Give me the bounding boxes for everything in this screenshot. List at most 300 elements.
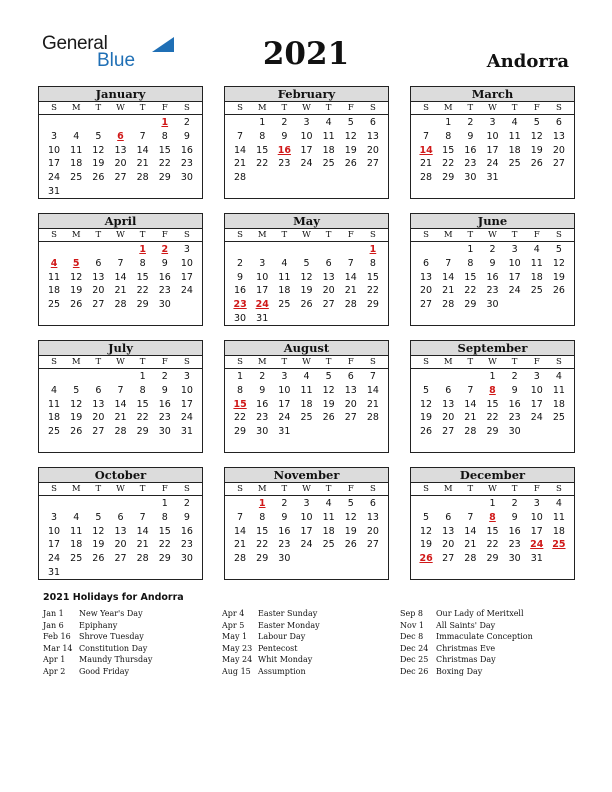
day-cell: 14	[234, 525, 247, 537]
day-cell: 1	[489, 498, 496, 509]
day-cell: 8	[237, 384, 244, 396]
weekday-label: F	[161, 484, 168, 494]
day-cell: 26	[420, 426, 433, 438]
day-cell: 5	[423, 384, 430, 396]
holiday-date: Feb 16	[43, 632, 71, 641]
month-title: March	[411, 87, 574, 102]
day-cell: 1	[445, 117, 452, 128]
day-cell: 19	[70, 285, 83, 297]
day-cell: 23	[278, 539, 291, 551]
day-cell: 29	[136, 299, 149, 311]
day-cell: 1	[161, 498, 168, 509]
weekday-label: W	[116, 357, 125, 367]
day-cell: 24	[300, 539, 313, 551]
day-cell: 21	[366, 398, 379, 410]
day-cell: 8	[259, 511, 266, 523]
day-cell: 14	[136, 525, 149, 537]
holiday-name: Our Lady of Meritxell	[436, 609, 524, 618]
month-day-grid	[225, 356, 388, 439]
day-cell: 6	[445, 384, 452, 396]
day-cell: 28	[234, 172, 247, 184]
day-cell: 11	[70, 144, 83, 156]
month-title: May	[225, 214, 388, 229]
day-cell: 14	[464, 525, 477, 537]
day-cell: 4	[281, 257, 288, 269]
month-title: October	[39, 468, 202, 483]
month-title: August	[225, 341, 388, 356]
holiday-day-cell: 8	[489, 384, 496, 396]
day-cell: 6	[423, 257, 430, 269]
day-cell: 4	[555, 371, 562, 382]
day-cell: 20	[420, 285, 433, 297]
weekday-label: M	[71, 357, 81, 367]
day-cell: 5	[325, 371, 332, 382]
day-cell: 4	[73, 511, 80, 523]
day-cell: 26	[92, 553, 105, 565]
holiday-row	[43, 654, 152, 666]
month-september	[410, 340, 575, 453]
day-cell: 24	[300, 158, 313, 170]
empty-day-cell	[415, 116, 437, 130]
month-title: September	[411, 341, 574, 356]
holidays-column	[222, 608, 320, 677]
holiday-row	[222, 620, 320, 632]
day-cell: 16	[486, 271, 499, 283]
day-cell: 6	[555, 117, 562, 128]
holiday-name: Assumption	[258, 666, 306, 676]
day-cell: 30	[508, 553, 521, 565]
day-cell: 14	[442, 271, 455, 283]
weekday-label: M	[443, 230, 453, 240]
day-cell: 28	[136, 172, 149, 184]
day-cell: 23	[508, 412, 521, 424]
weekday-label: T	[511, 230, 518, 240]
month-day-grid	[411, 483, 574, 566]
empty-day-cell	[251, 243, 273, 257]
weekday-divider	[225, 241, 388, 242]
weekday-label: T	[139, 357, 146, 367]
month-august	[224, 340, 389, 453]
day-cell: 11	[48, 398, 61, 410]
day-cell: 19	[420, 412, 433, 424]
weekday-divider	[39, 495, 202, 496]
day-cell: 30	[464, 172, 477, 184]
weekday-divider	[225, 114, 388, 115]
holiday-row	[400, 631, 533, 643]
day-cell: 7	[139, 130, 146, 142]
empty-day-cell	[87, 370, 109, 384]
holiday-date: Apr 5	[222, 620, 245, 630]
day-cell: 7	[117, 384, 124, 396]
weekday-label: W	[488, 230, 497, 240]
day-cell: 5	[95, 130, 102, 142]
day-cell: 18	[552, 525, 565, 537]
day-cell: 24	[48, 172, 61, 184]
day-cell: 12	[322, 384, 335, 396]
day-cell: 17	[180, 398, 193, 410]
weekday-label: F	[347, 484, 354, 494]
day-cell: 17	[530, 525, 543, 537]
day-cell: 28	[464, 426, 477, 438]
empty-day-cell	[229, 243, 251, 257]
weekday-label: S	[237, 484, 243, 494]
day-cell: 19	[300, 285, 313, 297]
month-title: January	[39, 87, 202, 102]
day-cell: 1	[467, 244, 474, 255]
day-cell: 30	[234, 312, 247, 324]
day-cell: 13	[92, 271, 105, 283]
empty-day-cell	[65, 243, 87, 257]
day-cell: 26	[70, 426, 83, 438]
empty-day-cell	[229, 497, 251, 511]
day-cell: 7	[237, 511, 244, 523]
day-cell: 25	[322, 539, 335, 551]
weekday-label: S	[184, 484, 190, 494]
holiday-name: Epiphany	[79, 620, 118, 630]
empty-day-cell	[295, 243, 317, 257]
holiday-row	[400, 620, 533, 632]
day-cell: 22	[442, 158, 455, 170]
day-cell: 30	[180, 553, 193, 565]
weekday-label: W	[302, 484, 311, 494]
weekday-divider	[39, 241, 202, 242]
weekday-label: T	[467, 103, 474, 113]
holiday-row	[400, 666, 533, 678]
day-cell: 23	[158, 412, 171, 424]
day-cell: 11	[48, 271, 61, 283]
holiday-row	[400, 608, 533, 620]
day-cell: 30	[486, 299, 499, 311]
day-cell: 2	[281, 117, 288, 128]
day-cell: 20	[552, 144, 565, 156]
empty-day-cell	[229, 116, 251, 130]
holiday-name: Pentecost	[258, 643, 298, 653]
day-cell: 31	[48, 185, 61, 197]
day-cell: 3	[511, 244, 518, 255]
day-cell: 17	[48, 158, 61, 170]
day-cell: 2	[281, 498, 288, 509]
month-november	[224, 467, 389, 580]
day-cell: 9	[281, 130, 288, 142]
weekday-label: F	[347, 357, 354, 367]
day-cell: 10	[300, 130, 313, 142]
day-cell: 13	[322, 271, 335, 283]
day-cell: 7	[369, 371, 376, 382]
holiday-name: New Year's Day	[79, 609, 143, 618]
day-cell: 27	[114, 553, 127, 565]
day-cell: 21	[234, 158, 247, 170]
day-cell: 13	[366, 130, 379, 142]
day-cell: 2	[161, 371, 168, 382]
day-cell: 11	[322, 511, 335, 523]
holiday-name: Boxing Day	[436, 666, 483, 676]
day-cell: 22	[366, 285, 379, 297]
day-cell: 7	[423, 130, 430, 142]
day-cell: 29	[136, 426, 149, 438]
month-title: February	[225, 87, 388, 102]
day-cell: 12	[552, 257, 565, 269]
day-cell: 28	[366, 412, 379, 424]
day-cell: 24	[486, 158, 499, 170]
day-cell: 23	[464, 158, 477, 170]
day-cell: 2	[511, 371, 518, 382]
day-cell: 2	[489, 244, 496, 255]
day-cell: 10	[48, 525, 61, 537]
holiday-date: Jan 6	[43, 620, 64, 630]
empty-day-cell	[459, 497, 481, 511]
day-cell: 3	[303, 498, 310, 509]
day-cell: 13	[114, 144, 127, 156]
empty-day-cell	[437, 370, 459, 384]
day-cell: 27	[92, 299, 105, 311]
day-cell: 27	[366, 158, 379, 170]
holiday-name: Immaculate Conception	[436, 632, 533, 641]
day-cell: 2	[183, 117, 190, 128]
weekday-label: T	[281, 103, 288, 113]
day-cell: 27	[322, 299, 335, 311]
holiday-day-cell: 23	[233, 299, 247, 311]
empty-day-cell	[132, 116, 154, 130]
day-cell: 11	[70, 525, 83, 537]
weekday-divider	[39, 368, 202, 369]
day-cell: 9	[511, 511, 518, 523]
empty-day-cell	[415, 497, 437, 511]
day-cell: 1	[139, 371, 146, 382]
holiday-day-cell: 16	[277, 144, 291, 156]
empty-day-cell	[43, 497, 65, 511]
day-cell: 20	[344, 398, 357, 410]
day-cell: 6	[445, 511, 452, 523]
day-cell: 20	[442, 412, 455, 424]
day-cell: 19	[530, 144, 543, 156]
day-cell: 15	[158, 144, 171, 156]
weekday-label: T	[139, 230, 146, 240]
holiday-name: Whit Monday	[258, 655, 313, 664]
empty-day-cell	[437, 497, 459, 511]
day-cell: 15	[464, 271, 477, 283]
weekday-label: T	[511, 357, 518, 367]
day-cell: 31	[486, 172, 499, 184]
day-cell: 4	[533, 244, 540, 255]
month-day-grid	[39, 102, 202, 199]
day-cell: 22	[136, 412, 149, 424]
day-cell: 7	[347, 257, 354, 269]
day-cell: 8	[161, 130, 168, 142]
holiday-day-cell: 24	[530, 539, 544, 551]
holiday-date: Aug 15	[222, 666, 251, 676]
day-cell: 9	[489, 257, 496, 269]
day-cell: 3	[183, 371, 190, 382]
month-june	[410, 213, 575, 326]
weekday-label: T	[281, 484, 288, 494]
day-cell: 20	[366, 144, 379, 156]
day-cell: 7	[117, 257, 124, 269]
day-cell: 8	[259, 130, 266, 142]
day-cell: 12	[70, 271, 83, 283]
day-cell: 11	[530, 257, 543, 269]
day-cell: 15	[442, 144, 455, 156]
holidays-title: 2021 Holidays for Andorra	[43, 592, 184, 603]
weekday-label: W	[488, 357, 497, 367]
holiday-name: Labour Day	[258, 632, 306, 641]
day-cell: 8	[139, 384, 146, 396]
empty-day-cell	[43, 243, 65, 257]
month-day-grid	[39, 229, 202, 312]
holiday-day-cell: 1	[369, 244, 377, 255]
empty-day-cell	[437, 243, 459, 257]
day-cell: 22	[158, 158, 171, 170]
holiday-name: Shrove Tuesday	[79, 632, 144, 641]
day-cell: 10	[508, 257, 521, 269]
day-cell: 13	[344, 384, 357, 396]
weekday-label: W	[302, 230, 311, 240]
day-cell: 18	[70, 539, 83, 551]
weekday-label: T	[95, 357, 102, 367]
holiday-date: Dec 26	[400, 666, 429, 676]
day-cell: 6	[95, 257, 102, 269]
day-cell: 9	[183, 130, 190, 142]
day-cell: 12	[420, 525, 433, 537]
weekday-label: T	[325, 230, 332, 240]
month-title: June	[411, 214, 574, 229]
day-cell: 1	[489, 371, 496, 382]
day-cell: 10	[278, 384, 291, 396]
weekday-label: F	[161, 103, 168, 113]
weekday-label: S	[370, 230, 376, 240]
day-cell: 14	[344, 271, 357, 283]
day-cell: 21	[464, 539, 477, 551]
weekday-label: S	[184, 230, 190, 240]
day-cell: 27	[366, 539, 379, 551]
day-cell: 17	[278, 398, 291, 410]
day-cell: 16	[256, 398, 269, 410]
day-cell: 27	[442, 553, 455, 565]
day-cell: 10	[48, 144, 61, 156]
day-cell: 23	[256, 412, 269, 424]
day-cell: 3	[533, 498, 540, 509]
holiday-day-cell: 1	[161, 117, 169, 128]
day-cell: 19	[92, 539, 105, 551]
day-cell: 22	[234, 412, 247, 424]
day-cell: 11	[300, 384, 313, 396]
month-march	[410, 86, 575, 199]
day-cell: 14	[114, 398, 127, 410]
holiday-row	[43, 620, 152, 632]
day-cell: 25	[508, 158, 521, 170]
empty-day-cell	[109, 370, 131, 384]
day-cell: 4	[325, 498, 332, 509]
empty-day-cell	[65, 370, 87, 384]
holiday-row	[222, 608, 320, 620]
month-december	[410, 467, 575, 580]
day-cell: 9	[467, 130, 474, 142]
day-cell: 13	[442, 398, 455, 410]
month-title: July	[39, 341, 202, 356]
day-cell: 28	[234, 553, 247, 565]
empty-day-cell	[43, 370, 65, 384]
weekday-label: W	[302, 103, 311, 113]
day-cell: 7	[237, 130, 244, 142]
month-may	[224, 213, 389, 326]
weekday-label: S	[237, 230, 243, 240]
day-cell: 23	[486, 285, 499, 297]
day-cell: 16	[508, 525, 521, 537]
day-cell: 13	[366, 511, 379, 523]
day-cell: 22	[158, 539, 171, 551]
weekday-label: S	[423, 357, 429, 367]
weekday-label: S	[370, 484, 376, 494]
holiday-name: Christmas Eve	[436, 643, 496, 653]
weekday-label: S	[423, 484, 429, 494]
empty-day-cell	[43, 116, 65, 130]
month-title: April	[39, 214, 202, 229]
holiday-date: May 24	[222, 655, 253, 664]
weekday-label: S	[51, 484, 57, 494]
month-day-grid	[225, 229, 388, 326]
weekday-label: S	[184, 103, 190, 113]
day-cell: 10	[486, 130, 499, 142]
month-january	[38, 86, 203, 199]
day-cell: 29	[366, 299, 379, 311]
day-cell: 25	[300, 412, 313, 424]
day-cell: 10	[300, 511, 313, 523]
weekday-label: T	[467, 357, 474, 367]
day-cell: 4	[555, 498, 562, 509]
day-cell: 2	[259, 371, 266, 382]
day-cell: 14	[234, 144, 247, 156]
holiday-day-cell: 6	[117, 130, 124, 142]
day-cell: 31	[180, 426, 193, 438]
day-cell: 26	[552, 285, 565, 297]
day-cell: 27	[442, 426, 455, 438]
day-cell: 28	[464, 553, 477, 565]
day-cell: 20	[366, 525, 379, 537]
weekday-label: W	[488, 484, 497, 494]
holiday-day-cell: 1	[139, 244, 146, 255]
holiday-day-cell: 14	[419, 144, 433, 156]
holiday-day-cell: 1	[258, 498, 266, 509]
day-cell: 11	[322, 130, 335, 142]
day-cell: 26	[92, 172, 105, 184]
day-cell: 25	[322, 158, 335, 170]
day-cell: 10	[530, 384, 543, 396]
day-cell: 22	[136, 285, 149, 297]
weekday-label: F	[161, 230, 168, 240]
day-cell: 29	[256, 553, 269, 565]
day-cell: 27	[344, 412, 357, 424]
day-cell: 17	[48, 539, 61, 551]
day-cell: 7	[467, 511, 474, 523]
weekday-label: F	[347, 230, 354, 240]
day-cell: 2	[237, 257, 244, 269]
day-cell: 12	[420, 398, 433, 410]
day-cell: 3	[183, 244, 190, 255]
day-cell: 5	[533, 117, 540, 128]
day-cell: 25	[48, 299, 61, 311]
day-cell: 3	[259, 257, 266, 269]
weekday-label: T	[325, 484, 332, 494]
day-cell: 6	[369, 117, 376, 128]
weekday-label: T	[139, 103, 146, 113]
day-cell: 6	[117, 511, 124, 523]
day-cell: 27	[420, 299, 433, 311]
day-cell: 27	[114, 172, 127, 184]
day-cell: 17	[256, 285, 269, 297]
weekday-divider	[225, 495, 388, 496]
holiday-date: Apr 2	[43, 666, 66, 676]
day-cell: 18	[322, 144, 335, 156]
empty-day-cell	[459, 370, 481, 384]
